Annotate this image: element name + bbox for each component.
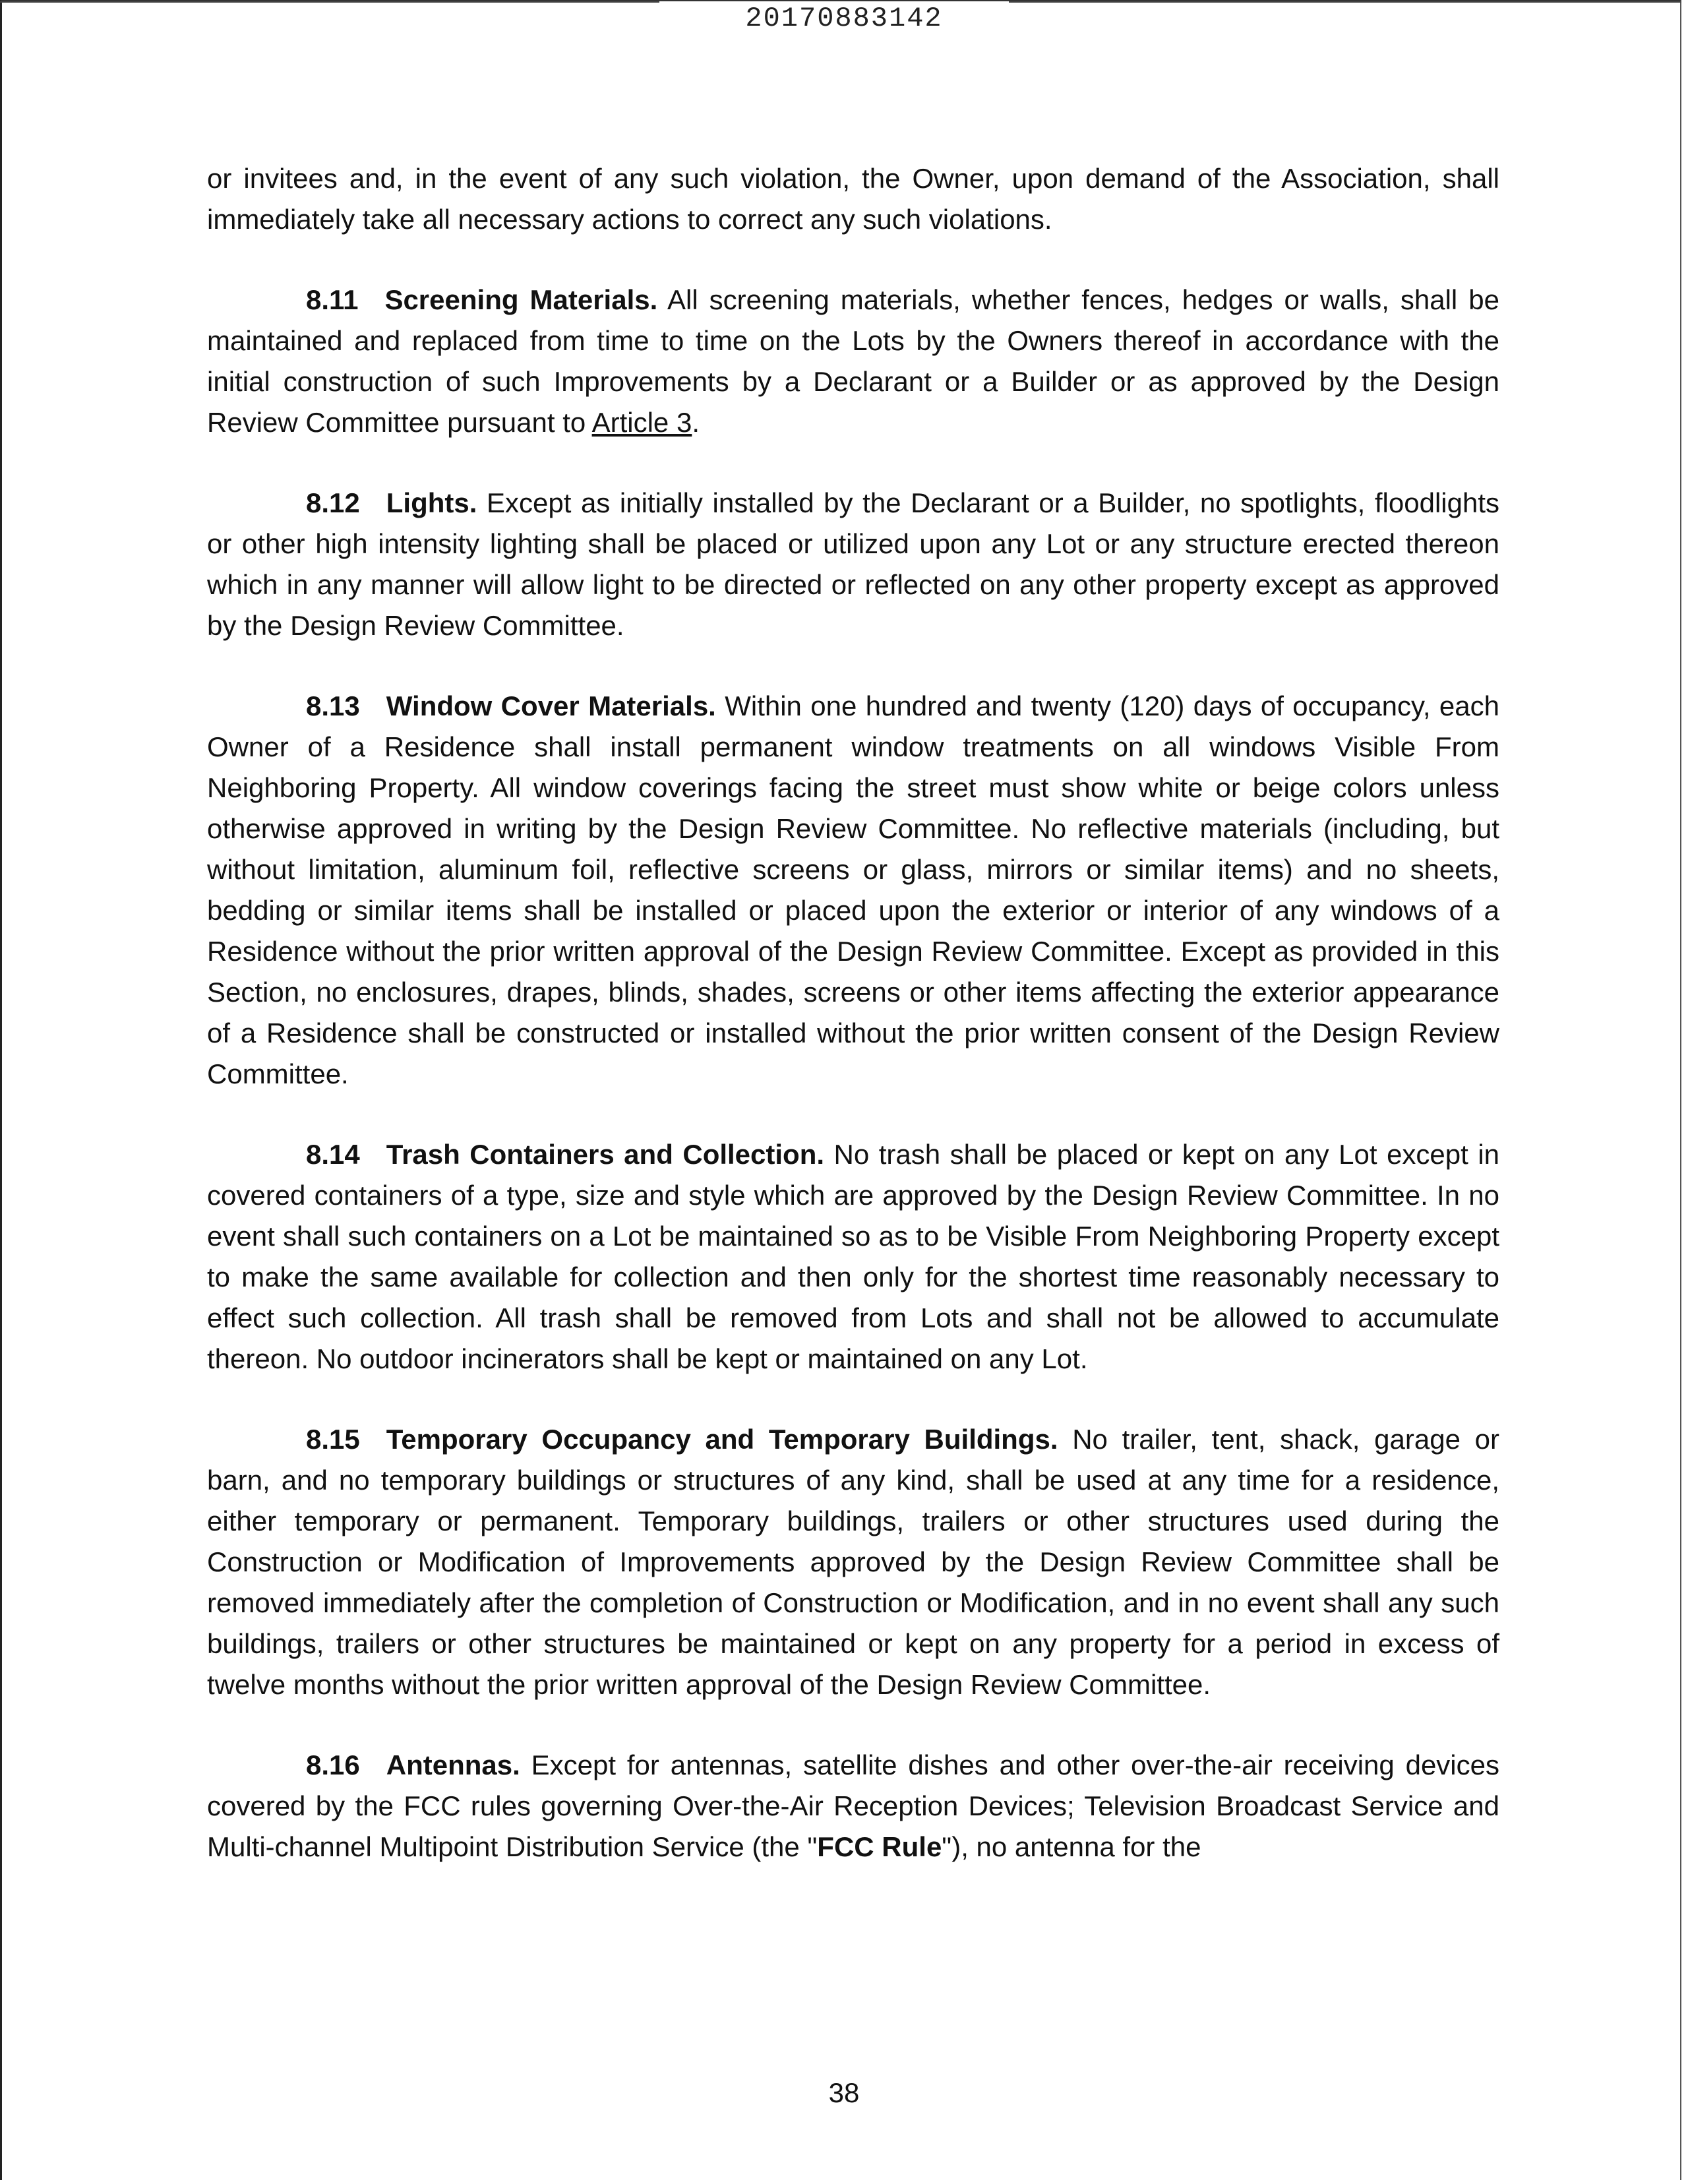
section-end: "), no antenna for the <box>942 1831 1201 1862</box>
section-title: Trash Containers and Collection. <box>386 1139 825 1170</box>
section-number: 8.13 <box>306 690 360 721</box>
section-title: Screening Materials. <box>384 284 658 315</box>
section-body: All screening materials, whether fences, hedges or walls, shall be maintained and replaced from time to time on the Lots by the Owners thereof in accordance with the initial construction of such Improvements by a Declarant or a Builder or as approved by the Design Review Committee pursuant to <box>207 284 1499 438</box>
section-8-15 <box>207 1419 1499 1705</box>
section-number: 8.16 <box>306 1749 360 1780</box>
section-title: Lights. <box>386 487 477 518</box>
section-title: Window Cover Materials. <box>386 690 716 721</box>
section-title: Antennas. <box>386 1749 520 1780</box>
section-number: 8.11 <box>306 284 359 315</box>
section-number: 8.15 <box>306 1424 360 1455</box>
section-body: Except as initially installed by the Declarant or a Builder, no spotlights, floodlights or other high intensity lighting shall be placed or utilized upon any Lot or any structure erected thereon which in any manner will allow light to be directed or reflected on any other property except as approved by the Design Review Committee. <box>207 487 1499 641</box>
section-8-11 <box>207 280 1499 443</box>
section-8-13 <box>207 686 1499 1095</box>
page-number: 38 <box>828 2077 860 2108</box>
paragraph-continuation <box>207 158 1499 240</box>
section-body: No trash shall be placed or kept on any Lot except in covered containers of a type, size and style which are approved by the Design Review Committee. In no event shall such containers on a Lot be maintained so as to be Visible From Neighboring Property except to make the same available for collection and then only for the shortest time reasonably necessary to effect such collection. All trash shall be removed from Lots and shall not be allowed to accumulate thereon. No outdoor incinerators shall be kept or maintained on any Lot. <box>207 1139 1500 1374</box>
page-body <box>207 158 1499 1907</box>
section-8-12 <box>207 483 1499 646</box>
section-body: Except for antennas, satellite dishes and other over-the-air receiving devices covered by the FCC rules governing Over-the-Air Reception Devices; Television Broadcast Service and Multi-channel Multipoint Distribution Service (the " <box>207 1749 1499 1862</box>
section-8-16 <box>207 1745 1499 1867</box>
section-number: 8.12 <box>306 487 360 518</box>
document-number: 20170883142 <box>745 3 943 34</box>
section-end: . <box>692 407 700 438</box>
section-body: No trailer, tent, shack, garage or barn, and no temporary buildings or structures of any kind, shall be used at any time for a residence, either temporary or permanent. Temporary buildings, trailers or other structures used during the Construction or Modification of Improvements approved by the Design Review Committee shall be removed immediately after the completion of Construction or Modification, and in no event shall any such buildings, trailers or other structures be maintained or kept on any property for a period in excess of twelve months without the prior written approval of the Design Review Committee. <box>207 1424 1499 1700</box>
section-title: Temporary Occupancy and Temporary Buildings. <box>386 1424 1058 1455</box>
section-body: Within one hundred and twenty (120) days of occupancy, each Owner of a Residence shall install permanent window treatments on all windows Visible From Neighboring Property. All window coverings facing the street must show white or beige colors unless otherwise approved in writing by the Design Review Committee. No reflective materials (including, but without limitation, aluminum foil, reflective screens or glass, mirrors or similar items) and no sheets, bedding or similar items shall be installed or placed upon the exterior or interior of any windows of a Residence without the prior written approval of the Design Review Committee. Except as provided in this Section, no enclosures, drapes, blinds, shades, screens or other items affecting the exterior appearance of a Residence shall be constructed or installed without the prior written consent of the Design Review Committee. <box>207 690 1499 1089</box>
defined-term: FCC Rule <box>817 1831 942 1862</box>
section-number: 8.14 <box>306 1139 360 1170</box>
paragraph-text: or invitees and, in the event of any such violation, the Owner, upon demand of the Association, shall immediately take all necessary actions to correct any such violations. <box>207 163 1499 235</box>
section-8-14 <box>207 1134 1499 1380</box>
article-reference: Article 3 <box>591 407 692 438</box>
